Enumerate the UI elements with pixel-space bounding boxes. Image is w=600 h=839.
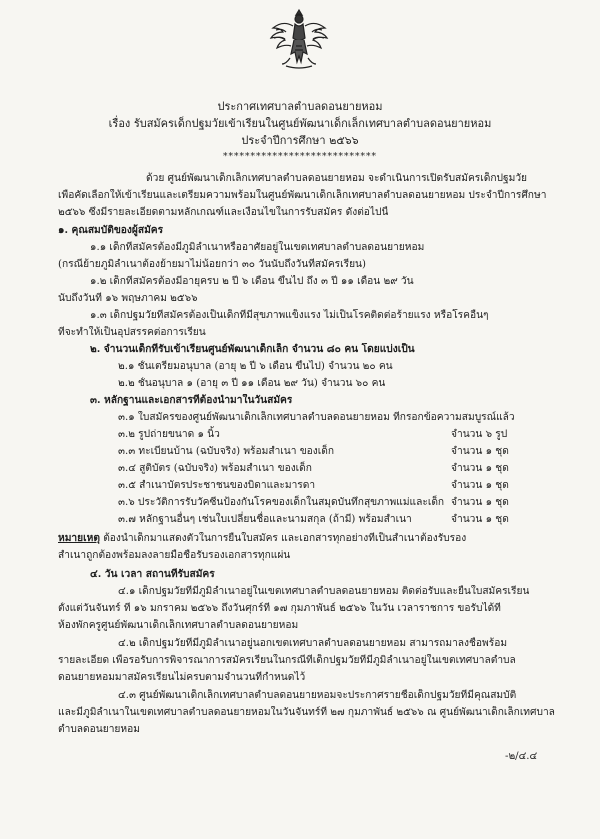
document-row: ๓.๕ สำเนาบัตรประชาชนของบิดาและมารดา xyxy=(118,480,316,491)
document-qty: จำนวน ๑ ชุด xyxy=(451,514,509,525)
section-item: ๓.๑ ใบสมัครของศูนย์พัฒนาเด็กเล็กเทศบาลตำบลดอนยายหอม ที่กรอกข้อความสมบูรณ์แล้ว xyxy=(118,412,515,423)
garuda-emblem-icon xyxy=(266,6,332,72)
section-item: ๑.๒ เด็กที่สมัครต้องมีอายุครบ ๒ ปี ๖ เดือน ขึ้นไป ถึง ๓ ปี ๑๑ เดือน ๒๙ วัน xyxy=(90,276,414,287)
section-item: ตำบลดอนยายหอม xyxy=(58,724,140,735)
document-row: ๓.๓ ทะเบียนบ้าน (ฉบับจริง) พร้อมสำเนา ของเด็ก xyxy=(118,446,335,457)
section-item: และมีภูมิลำเนาในเขตเทศบาลตำบลดอนยายหอมในวันจันทร์ที่ ๒๗ กุมภาพันธ์ ๒๕๖๖ ณ ศูนย์พัฒนาเด็กเล็กเทศบาล xyxy=(58,707,555,718)
section-item: ๔.๓ ศูนย์พัฒนาเด็กเล็กเทศบาลตำบลดอนยายหอมจะประกาศรายชื่อเด็กปฐมวัยที่มีคุณสมบัติ xyxy=(118,690,517,701)
note-line: สำเนาถูกต้องพร้อมลงลายมือชื่อรับรองเอกสารทุกแผ่น xyxy=(58,550,291,561)
section-heading: ๒. จำนวนเด็กที่รับเข้าเรียนศูนย์พัฒนาเด็กเล็ก จำนวน ๘๐ คน โดยแบ่งเป็น xyxy=(90,343,415,355)
section-item: นับถึงวันที่ ๑๖ พฤษภาคม ๒๕๖๖ xyxy=(58,293,198,304)
note-text: ต้องนำเด็กมาแสดงตัวในการยื่นใบสมัคร และเอกสารทุกอย่างที่เป็นสำเนาต้องรับรอง xyxy=(103,533,467,544)
section-item: ดอนยายหอมมาสมัครเรียนไม่ครบตามจำนวนที่กำหนดไว้ xyxy=(58,672,306,683)
stars-divider: **************************** xyxy=(223,152,377,162)
section-item: ๔.๑ เด็กปฐมวัยที่มีภูมิลำเนาอยู่ในเขตเทศบาลตำบลดอนยายหอม ติดต่อรับและยื่นใบสมัครเรียน xyxy=(118,586,530,597)
document-qty: จำนวน ๖ รูป xyxy=(451,429,508,440)
document-qty: จำนวน ๑ ชุด xyxy=(451,463,509,474)
document-row: ๓.๖ ประวัติการรับวัคซีนป้องกันโรคของเด็กในสมุดบันทึกสุขภาพแม่และเด็ก xyxy=(118,497,445,508)
note-label: หมายเหตุ xyxy=(58,532,100,544)
document-qty: จำนวน ๑ ชุด xyxy=(451,497,509,508)
academic-year: ประจำปีการศึกษา ๒๕๖๖ xyxy=(241,134,359,147)
intro-line: เพื่อคัดเลือกให้เข้าเรียนและเตรียมความพร้อมในศูนย์พัฒนาเด็กเล็กเทศบาลตำบลดอนยายหอม ประจำปีการศึกษา xyxy=(58,190,547,201)
document-qty: จำนวน ๑ ชุด xyxy=(451,480,509,491)
intro-line: ด้วย ศูนย์พัฒนาเด็กเล็กเทศบาลตำบลดอนยายหอม จะดำเนินการเปิดรับสมัครเด็กปฐมวัย xyxy=(146,173,528,184)
section-item: รายละเอียด เพื่อรอรับการพิจารณาการสมัครเรียนในกรณีที่เด็กปฐมวัยที่มีภูมิลำเนาอยู่ในเขตเทศบาลตำบล xyxy=(58,655,516,666)
section-item: ตั้งแต่วันจันทร์ ที่ ๑๖ มกราคม ๒๕๖๖ ถึงวันศุกร์ที่ ๑๗ กุมภาพันธ์ ๒๕๖๖ ในวัน เวลาราชการ ขอรับได้ที่ xyxy=(58,603,501,614)
section-item: ๒.๒ ชั้นอนุบาล ๑ (อายุ ๓ ปี ๑๑ เดือน ๒๙ วัน) จำนวน ๖๐ คน xyxy=(118,378,386,389)
section-item: ๒.๑ ชั้นเตรียมอนุบาล (อายุ ๒ ปี ๖ เดือน ขึ้นไป) จำนวน ๒๐ คน xyxy=(118,361,393,372)
subject-label: เรื่อง xyxy=(108,117,131,130)
section-item: (กรณีย้ายภูมิลำเนาต้องย้ายมาไม่น้อยกว่า ๓๐ วันนับถึงวันที่สมัครเรียน) xyxy=(58,259,366,270)
section-item: ๑.๓ เด็กปฐมวัยที่สมัครต้องเป็นเด็กที่มีสุขภาพแข็งแรง ไม่เป็นโรคติดต่อร้ายแรง หรือโรคอื่นๆ xyxy=(90,310,489,321)
section-item: ๑.๑ เด็กที่สมัครต้องมีภูมิลำเนาหรืออาศัยอยู่ในเขตเทศบาลตำบลดอนยายหอม xyxy=(90,242,425,253)
section-heading: ๓. หลักฐานและเอกสารที่ต้องนำมาในวันสมัคร xyxy=(90,394,293,406)
section-item: ห้องพักครูศูนย์พัฒนาเด็กเล็กเทศบาลตำบลดอนยายหอม xyxy=(58,620,299,631)
document-row: ๓.๔ สูติบัตร (ฉบับจริง) พร้อมสำเนา ของเด็ก xyxy=(118,463,312,474)
section-item: ที่จะทำให้เป็นอุปสรรคต่อการเรียน xyxy=(58,327,206,338)
section-heading: ๔. วัน เวลา สถานที่รับสมัคร xyxy=(90,568,215,580)
page-marker: -๒/๔.๔ xyxy=(505,751,538,762)
section-item: ๔.๒ เด็กปฐมวัยที่มีภูมิลำเนาอยู่นอกเขตเทศบาลตำบลดอนยายหอม สามารถมาลงชื่อพร้อม xyxy=(118,638,508,649)
section-heading: ๑. คุณสมบัติของผู้สมัคร xyxy=(58,224,164,236)
document-row: ๓.๗ หลักฐานอื่นๆ เช่นใบเปลี่ยนชื่อและนามสกุล (ถ้ามี) พร้อมสำเนา xyxy=(118,514,412,525)
subject-line xyxy=(0,117,600,131)
announcement-title: ประกาศเทศบาลตำบลดอนยายหอม xyxy=(217,100,383,113)
document-qty: จำนวน ๑ ชุด xyxy=(451,446,509,457)
document-row: ๓.๒ รูปถ่ายขนาด ๑ นิ้ว xyxy=(118,429,220,440)
intro-line: ๒๕๖๖ ซึ่งมีรายละเอียดตามหลักเกณฑ์และเงื่อนไขในการรับสมัคร ดังต่อไปนี้ xyxy=(58,207,389,218)
note-line xyxy=(58,532,466,545)
subject-text: รับสมัครเด็กปฐมวัยเข้าเรียนในศูนย์พัฒนาเด็กเล็กเทศบาลตำบลดอนยายหอม xyxy=(133,117,492,130)
